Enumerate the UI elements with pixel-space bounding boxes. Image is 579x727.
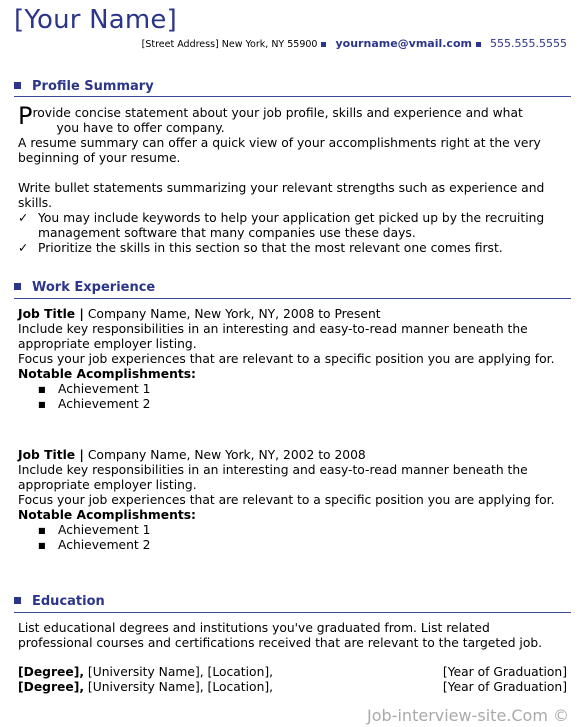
divider: [14, 298, 571, 299]
resume-name: [Your Name]: [14, 5, 177, 35]
table-row: [Degree], [University Name], [Location], [Year of Graduation]: [18, 665, 567, 679]
bullet-icon: ■: [38, 526, 46, 535]
square-bullet-icon: [14, 283, 21, 290]
section-heading-work: Work Experience: [14, 280, 155, 295]
phone: 555.555.5555: [490, 37, 567, 50]
square-bullet-icon: [321, 42, 326, 47]
watermark: Job-interview-site.Com ©: [367, 706, 569, 725]
job-entry-1: Job Title | Company Name, New York, NY, 2008 to Present Include key responsibilities in an interesting and easy-to-read manner beneath the appropriate employer listing. Focus your job experiences that are relevant to a specific position you are applying for. Notable Acomplishments: ■ Achievement 1 ■ Achievement 2: [18, 307, 567, 412]
list-item: ■ Achievement 1: [38, 382, 151, 396]
square-bullet-icon: [14, 82, 21, 89]
list-item: ✓ You may include keywords to help your application get picked up by the recruiting management software that many companies use these days.: [18, 211, 545, 240]
profile-para-1: A resume summary can offer a quick view of your accomplishments right at the very beginning of your resume.: [18, 136, 541, 165]
profile-summary: Provide concise statement about your job profile, skills and experience and what you have to offer company. A resume summary can offer a quick view of your accomplishments right at the very beginning of your resume. Write bullet statements summarizing your relevant strengths such as experience and skills. ✓ You may include keywords to help your application get picked up by the recruiting management software that many companies use these days. ✓ Prioritize the skills in this section so that the most relevant one comes first.: [18, 106, 567, 256]
list-item: ■ Achievement 2: [38, 538, 151, 552]
education-section: List educational degrees and institutions you've graduated from. List related professional courses and certifications received that are relevant to the targeted job. [Degree], [University Name], [Location], [Year of Graduation] [Degree], [University Name], [Location], [Year of Graduation]: [18, 621, 567, 694]
contact-line: [142, 37, 567, 50]
section-heading-profile: Profile Summary: [14, 79, 154, 94]
square-bullet-icon: [14, 597, 21, 604]
section-heading-education: Education: [14, 594, 105, 609]
bullet-icon: ■: [38, 541, 46, 550]
checkmark-icon: ✓: [18, 211, 29, 225]
divider: [14, 612, 571, 613]
address: [Street Address] New York, NY 55900: [141, 39, 318, 50]
profile-para-2: Write bullet statements summarizing your relevant strengths such as experience and skills.: [18, 181, 545, 210]
square-bullet-icon: [476, 42, 481, 47]
job-entry-2: Job Title | Company Name, New York, NY, 2002 to 2008 Include key responsibilities in an interesting and easy-to-read manner beneath the appropriate employer listing. Focus your job experiences that are relevant to a specific position you are applying for. Notable Acomplishments: ■ Achievement 1 ■ Achievement 2: [18, 448, 567, 553]
bullet-icon: ■: [38, 400, 46, 409]
checkmark-icon: ✓: [18, 241, 29, 255]
list-item: ■ Achievement 2: [38, 397, 151, 411]
email: yourname@vmail.com: [335, 37, 472, 50]
table-row: [Degree], [University Name], [Location], [Year of Graduation]: [18, 680, 567, 694]
bullet-icon: ■: [38, 385, 46, 394]
list-item: ✓ Prioritize the skills in this section so that the most relevant one comes first.: [18, 241, 503, 255]
divider: [14, 96, 571, 97]
list-item: ■ Achievement 1: [38, 523, 151, 537]
dropcap: P: [18, 102, 33, 130]
